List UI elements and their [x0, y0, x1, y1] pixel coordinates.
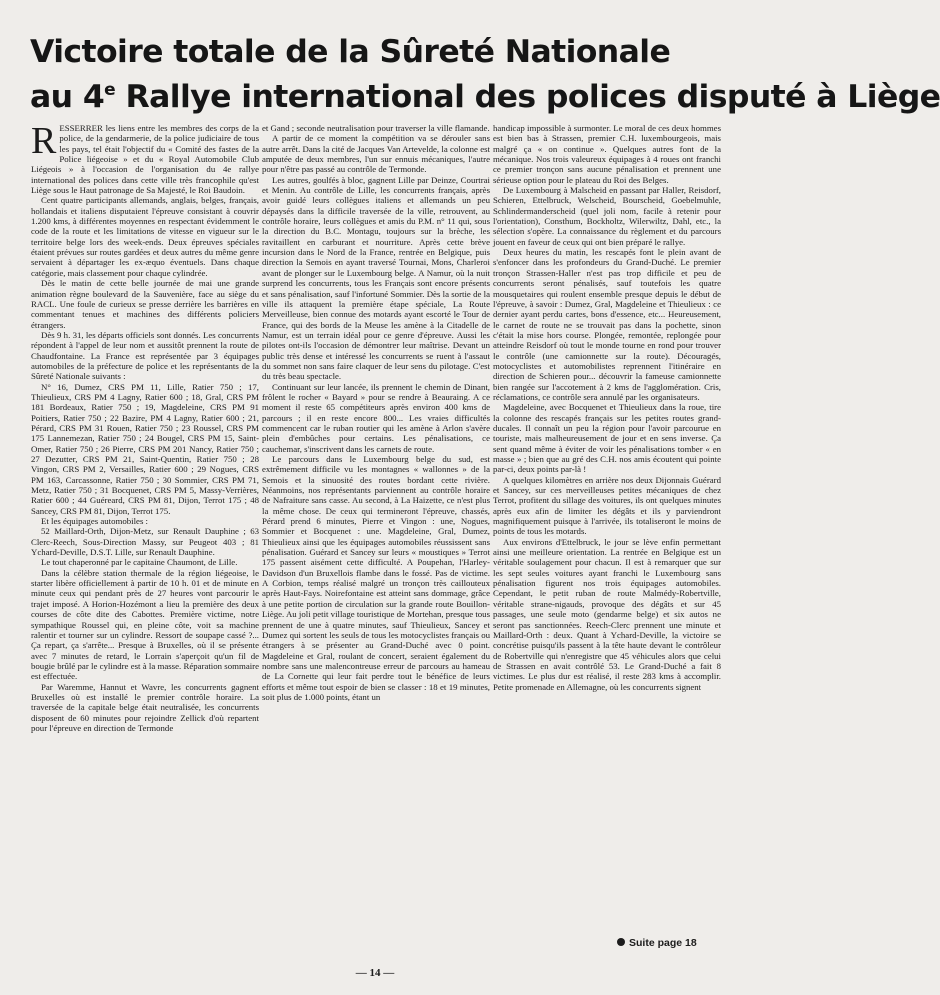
article-paragraph: A partir de ce moment la compétition va se dérouler sans autre arrêt. Dans la cité de Jacques Van Artevelde, la colonne est amputée de deux membres, l'un sur ennuis mécaniques, l'autre pour n'être pas passé au contrôle de Termonde. — [262, 133, 490, 175]
article-paragraph: De Luxembourg à Malscheid en passant par Haller, Reisdorf, Schieren, Ettelbruck, Welscheid, Bourscheid, Goebelmuhle, Schlindermanderscheid (quel joli nom, facile à retenir pour l'orientation), Consthum, Bockholtz, Wilerwiltz, Dahl, etc., la sélection s'opère. La connaissance du règlement et du parcours jouent en faveur de ceux qui ont bien préparé le rallye. — [493, 185, 721, 247]
article-paragraph: Continuant sur leur lancée, ils prennent le chemin de Dinant, frôlent le rocher « Bayard » pour se rendre à Beauraing. A ce moment il reste 65 compétiteurs après environ 400 kms de parcours ; il en reste encore 800... Les vraies difficultés commencent car le ruban routier qui les amène à Arlon s'avère plein d'embûches pour certains. Les pénalisations, ce cauchemar, s'inscrivent dans les carnets de route. — [262, 381, 490, 454]
article-paragraph: A quelques kilomètres en arrière nos deux Dijonnais Guérard et Sancey, sur ces merveilleuses petites mécaniques de chez Terrot, profitent du sillage des voitures, ils ont quelques minutes après eux afin de limiter les dégâts et ils y parviendront magnifiquement puisque à l'arrivée, ils totaliseront le moins de points de tous les motards. — [493, 474, 721, 537]
article-paragraph: Dès 9 h. 31, les départs officiels sont donnés. Les concurrents répondent à l'appel de leur nom et aussitôt prennent la route de Chaudfontaine. La France est représentée par 3 équipages automobiles de la préfecture de police et les représentants de la Sûreté Nationale suivants : — [31, 329, 259, 382]
article-paragraph: N° 16, Dumez, CRS PM 11, Lille, Ratier 750 ; 17, Thieulieux, CRS PM 4 Lagny, Ratier 600 ; 18, Gral, CRS PM 181 Bordeaux, Ratier 750 ; 19, Magdeleine, CRS PM 91 Poitiers, Ratier 750 ; 22 Bazire, PM 4 Lagny, Ratier 600 ; 21, Pérard, CRS PM 31 Rouen, Ratier 750 ; 23 Roussel, CRS PM 175 Lannemezan, Ratier 750 ; 24 Bougel, CRS PM 15, Saint-Omer, Ratier 750 ; 26 Pierre, CRS PM 201 Nancy, Ratier 750 ; 27 Dezutter, CRS PM 21, Saint-Quentin, Ratier 750 ; 28 Vingon, CRS PM 2, Versailles, Ratier 600 ; 29 Nogues, CRS PM 163, Carcassonne, Ratier 750 ; 30 Sommier, CRS PM 71, Metz, Ratier 750 ; 31 Bocquenet, CRS PM 5, Massy-Verrières, Ratier 600 ; 44 Guéreard, CRS PM 81, Dijon, Terrot 175 ; 48 Sancey, CRS PM 81, Dijon, Terrot 175. — [31, 381, 259, 516]
article-paragraph: Le tout chaperonné par le capitaine Chaumont, de Lille. — [41, 557, 238, 568]
article-paragraph: 52 Maillard-Orth, Dijon-Metz, sur Renault Dauphine ; 63 Clerc-Reech, Sous-Direction Massy, sur Peugeot 403 ; 81 Ychard-Deville, D.S.T. Lille, sur Renault Dauphine. — [31, 526, 259, 558]
article-paragraph: Les autres, goulfés à bloc, gagnent Lille par Deinze, Courtrai et Menin. Au contrôle de Lille, les concurrents français, après avoir guidé leurs collègues italiens et allemands un peu dépaysés dans la difficile traversée de la ville, retrouvent, au contrôle horaire, leurs collègues et amis du P.M. n° 11 qui, sous la direction du B.C. Montagu, toujours sur la brèche, les ravitaillent en carburant et nourriture. Après cette brève incursion dans le Nord de la France, rentrée en Belgique, puis direction la Semois en ayant traversé Tournai, Mons, Charleroi avant de plonger sur le Luxembourg belge. A Namur, où la nuit surprend les concurrents, tous les Français sont encore présents et sans pénalisation, sauf l'infortuné Sommier. Dès la sortie de la ville ils attaquent la première étape spéciale, La Route Merveilleuse, bien connue des motards ayant escorté le Tour de France, qui des bords de la Meuse les amène à la Citadelle de Namur, est un terrain idéal pour ce genre d'épreuve. Aussi les pilotes ont-ils l'occasion de démontrer leur maîtrise. Devant un public très dense et intéressé les concurrents se ruent à l'assaut du sommet non sans faire claquer de leur sens du pilotage. C'est du très beau spectacle. — [262, 174, 490, 382]
article-paragraph: et Gand ; seconde neutralisation pour traverser la ville flamande. — [262, 123, 490, 133]
article-paragraph: Le parcours dans le Luxembourg belge du sud, est extrêmement difficile vu les montagnes « wallonnes » de la Semois et la sinuosité des routes bordant cette rivière. Néanmoins, nos représentants parviennent au contrôle horaire de Nafraiture sans casse. Au second, à La Haizette, ce n'est plus la même chose. De ceux qui termineront l'épreuve, chassés, Pérard prend 6 minutes, Pierre et Vingon : une, Nogues, Sommier et Bocquenet : une. Magdeleine, Gral, Dumez, Thieulieux ainsi que les équipages automobiles réussissent sans pénalisation. Guérard et Sancey sur leurs « moustiques » Terrot 175 passent aisément cette difficulté. A Poupehan, l'Harley-Davidson d'un Bruxellois flambe dans le fossé. Pas de victime. A Corbion, temps réalisé malgré un tronçon très caillouteux après Haut-Fays. Noirefontaine est atteint sans dommage, grâce à une petite portion de circulation sur la grande route Bouillon-Liège. Au joli petit village touristique de Mortehan, presque tous prennent de une à quatre minutes, sauf Thieulieux, Sancey et Dumez qui sortent les seuls de tous les motocyclistes français ou étrangers à se présenter au Grand-Duché avec 0 point. Magdeleine et Gral, roulant de concert, seraient également du nombre sans une malencontreuse erreur de parcours au hameau de La Cornette qui leur fait perdre tout le bénéfice de leurs efforts et même tout espoir de bien se classer : 18 et 19 minutes, soit plus de 1.000 points, étant un — [262, 454, 490, 702]
article-paragraph: Par Waremme, Hannut et Wavre, les concurrents gagnent Bruxelles où est installé le premier contrôle horaire. La traversée de la capitale belge était neutralisée, les concurrents disposent de 60 minutes pour rejoindre Zellick d'où repartent pour l'épreuve en direction de Termonde — [31, 681, 259, 733]
article-paragraph: Cent quatre participants allemands, anglais, belges, français, hollandais et italiens disputaient l'épreuve consistant à couvrir 1.200 kms, à différentes moyennes en respectant évidemment le code de la route et les limitations de vitesse en vigueur sur le territoire belge lors des week-ends. Deux épreuves spéciales étaient prévues sur routes gardées et deux autres du même genre servaient à départager les ex-æquo éventuels. Dans chaque catégorie, mais classement pour chaque cylindrée. — [31, 195, 259, 278]
page-number: — 14 — — [355, 967, 395, 979]
headline — [30, 30, 940, 120]
drop-cap: R — [31, 120, 57, 162]
article-paragraph: Magdeleine, avec Bocquenet et Thieulieux dans la roue, tire la colonne des rescapés français sur les petites routes grand-ducales. Il connaît un peu la région pour l'avoir parcourue en touriste, mais malheureusement de jour et en sens inverse. Ça sent quand même à éviter de voir les pénalisations tomber « en masse » ; bien que au gré des C.H. nos amis écoutent qui pointe par-ci, deux points par-là ! — [493, 402, 721, 475]
article-column-1 — [31, 120, 259, 961]
article-paragraph: Et les équipages automobiles : — [41, 516, 149, 527]
article-paragraph: Aux environs d'Ettelbruck, le jour se lève enfin permettant ainsi une meilleure orientation. La rentrée en Belgique est un véritable soulagement pour chacun. Il est à remarquer que sur les sept seules voitures ayant franchi le Luxembourg sans pénalisation figurent nos trois équipages automobiles. Cependant, le petit ruban de route Malmédy-Robertville, véritable strane-nigauds, provoque des dégâts et sur 45 passages, une seule moto (gendarme belge) et six autos ne seront pas sanctionnées. Reech-Clerc prennent une minute et Maillard-Orth : deux. Quant à Ychard-Deville, la victoire se concrétise puisqu'ils passent à la tête haute devant le contrôleur de Robertville qui n'enregistre que 45 véhicules alors que celui de Strassen en avait contrôlé 53. Le Grand-Duché a fait 8 victimes. Le plus dur est réalisé, il reste 283 kms à accomplir. Petite promenade en Allemagne, où les concurrents signent — [493, 536, 721, 692]
article-paragraph: Dans la célèbre station thermale de la région liégeoise, le starter libère officiellement à partir de 10 h. 01 et de minute en minute ceux qui pendant près de 27 heures vont parcourir le trajet imposé. A Horion-Hozémont a lieu la première des deux courses de côte dite des Cabottes. Première victime, notre sympathique Roussel qui, en pleine côte, voit sa machine ralentir et tourner sur un cylindre. Ressort de soupape cassé ?... Ça repart, ça s'arrête... Presque à Bruxelles, où il se présente avec 7 minutes de retard, le Lorrain s'aperçoit qu'un fil de bougie brûlé par le cylindre est à la masse. Réparation sommaire est effectuée. — [31, 567, 259, 682]
article-paragraph: Deux heures du matin, les rescapés font le plein avant de s'enfoncer dans les profondeurs du Grand-Duché. Le premier tronçon Strassen-Haller n'est pas trop difficile et peu de concurrents seront pénalisés, sauf toutefois les quatre mousquetaires qui roulent ensemble presque depuis le début de l'épreuve, à savoir : Dumez, Gral, Magdeleine et Thieulieux : ce dernier ayant perdu cartes, bons d'essence, etc... Heureusement, le carnet de route ne se trouvait pas dans la pochette, sinon c'était la mise hors course. Plongée, remontée, replongée pour atteindre Reisdorf où tout le monde tourne en rond pour trouver le contrôle (une camionnette sur la route). Découragés, motocyclistes et automobilistes reprennent l'itinéraire en direction de Schieren pour... découvrir la fameuse camionnette bien rangée sur l'accotement à 2 kms de l'agglomération. Cris, réclamations, ce contrôle sera annulé par les organisateurs. — [493, 247, 721, 402]
headline-line-2: au 4e Rallye international des polices disputé à Liège — [30, 79, 940, 115]
article-column-3 — [493, 123, 721, 935]
headline-line-1: Victoire totale de la Sûreté Nationale — [30, 34, 671, 70]
bullet-icon — [617, 938, 625, 946]
article-column-2 — [262, 123, 490, 961]
continued-on-page: Suite page 18 — [617, 937, 697, 949]
article-paragraph: handicap impossible à surmonter. Le moral de ces deux hommes est bien bas à Strassen, premier C.H. luxembourgeois, mais malgré ça « on continue ». Quelques autres font de la mécanique. Nos trois valeureux équipages à 4 roues ont franchi ce premier tronçon sans aucune pénalisation et prennent une sérieuse option pour le plateau du Roi des Belges. — [493, 123, 721, 185]
article-paragraph: Dès le matin de cette belle journée de mai une grande animation règne boulevard de la Sauvenière, face au siège du RACL. Une foule de curieux se presse derrière les barrières en commentant tenues et machines des différents policiers étrangers. — [31, 278, 259, 330]
article-paragraph: RESSERRER les liens entre les membres des corps de la police, de la gendarmerie, de la police judiciaire de tous les pays, tel était l'objectif du « Comité des fastes de la Police liégeoise » et du « Royal Automobile Club Liégeois » à l'occasion de l'organisation du 4e rallye international des polices dans cette ville très francophile qu'est Liège sous le Haut patronage de Sa Majesté, le Roi Baudoin. — [31, 120, 259, 196]
